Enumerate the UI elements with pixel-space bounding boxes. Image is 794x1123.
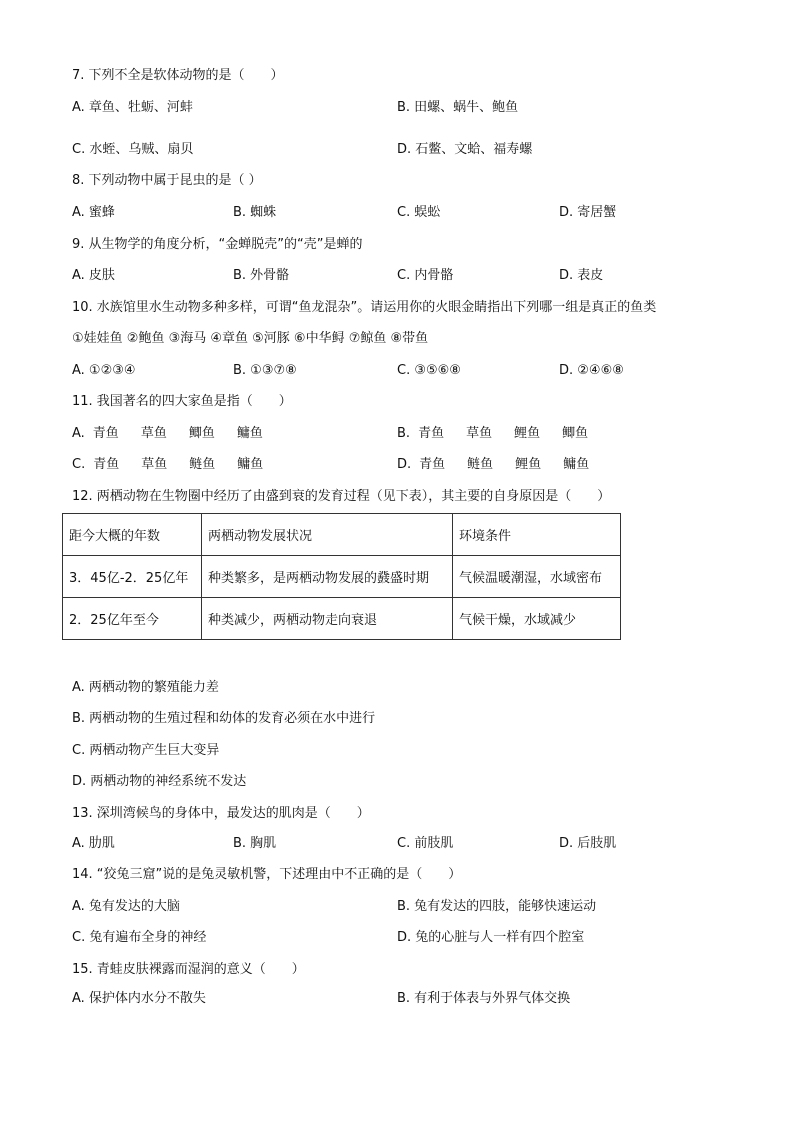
table-row — [63, 556, 621, 598]
q11-option-d-fish-1: 青鱼 — [419, 457, 446, 472]
q8-option-a[interactable]: A. 蜜蜂 — [72, 205, 115, 220]
table-header-cell: 距今大概的年数 — [63, 514, 202, 556]
table-cell: 种类减少，两栖动物走向衰退 — [202, 598, 453, 640]
table-cell: 种类繁多，是两栖动物发展的鼗盛时期 — [202, 556, 453, 598]
q11-option-c-fish-3: 鲢鱼 — [189, 457, 216, 472]
q9-option-a[interactable]: A. 皮肤 — [72, 268, 115, 283]
q13-option-c[interactable]: C. 前肢肌 — [397, 836, 454, 851]
q8-option-d[interactable]: D. 寄居蟹 — [559, 205, 617, 220]
q11-option-c-fish-2: 草鱼 — [141, 457, 168, 472]
q15-option-a[interactable]: A. 保护体内水分不散失 — [72, 991, 206, 1006]
q11-option-a[interactable] — [72, 425, 263, 443]
q13-option-a[interactable]: A. 肋肌 — [72, 836, 115, 851]
question-15-options — [72, 990, 732, 1008]
q15-option-b[interactable]: B. 有利于体表与外界气体交换 — [397, 991, 571, 1006]
question-10-stem: 10. 水族馆里水生动物多种多样，可谓“鱼龙混杂”。请运用你的火眼金睛指出下列哪一组是真正的鱼类 — [72, 300, 657, 315]
q10-option-c[interactable]: C. ③⑤⑥⑧ — [397, 363, 461, 378]
question-7-stem: 7. 下列不全是软体动物的是（ ） — [72, 68, 284, 83]
question-11-stem: 11. 我国著名的四大家鱼是指（ ） — [72, 394, 292, 409]
q11-option-b-fish-2: 草鱼 — [466, 426, 493, 441]
q14-option-d[interactable]: D. 兔的心脏与人一样有四个腔室 — [397, 930, 585, 945]
table-row — [63, 598, 621, 640]
q7-option-a[interactable]: A. 章鱼、牡蛎、河蚌 — [72, 100, 193, 115]
question-9-options — [72, 267, 732, 285]
q8-option-b[interactable]: B. 蜘蛛 — [233, 205, 277, 220]
q7-option-d[interactable]: D. 石鳖、文蛤、福寿螺 — [397, 142, 533, 157]
q11-option-d-fish-4: 鳙鱼 — [563, 457, 590, 472]
q11-option-b-fish-1: 青鱼 — [418, 426, 445, 441]
q11-option-a-fish-3: 鲫鱼 — [188, 426, 215, 441]
q12-option-a[interactable]: A. 两栖动物的繁殖能力差 — [72, 680, 219, 695]
q14-option-c[interactable]: C. 兔有遍布全身的神经 — [72, 930, 207, 945]
q11-option-d[interactable] — [397, 456, 589, 474]
question-14-options-row-1 — [72, 898, 732, 916]
table-cell: 2．25亿年至今 — [63, 598, 202, 640]
q11-option-d-letter: D. — [397, 457, 412, 472]
q8-option-c[interactable]: C. 蜈蚣 — [397, 205, 441, 220]
q12-option-b[interactable]: B. 两栖动物的生殖过程和幼体的发育必须在水中进行 — [72, 711, 376, 726]
q12-option-d[interactable]: D. 两栖动物的神经系统不发达 — [72, 774, 247, 789]
q12-option-c[interactable]: C. 两栖动物产生巨大变异 — [72, 743, 220, 758]
q10-option-d[interactable]: D. ②④⑥⑧ — [559, 363, 624, 378]
q11-option-c-fish-4: 鳙鱼 — [237, 457, 264, 472]
q11-option-c-fish-1: 青鱼 — [93, 457, 120, 472]
q9-option-d[interactable]: D. 表皮 — [559, 268, 604, 283]
question-9-stem: 9. 从生物学的角度分析，“金蝉脱壳”的“壳”是蝉的 — [72, 237, 363, 252]
q11-option-a-fish-1: 青鱼 — [92, 426, 119, 441]
question-13-stem: 13. 深圳湾候鸟的身体中，最发达的肌肉是（ ） — [72, 806, 370, 821]
question-7-options-row-2 — [72, 141, 732, 159]
q11-option-b-fish-4: 鲫鱼 — [562, 426, 589, 441]
table-header-row — [63, 514, 621, 556]
question-14-options-row-2 — [72, 929, 732, 947]
amphibian-history-table — [62, 513, 621, 640]
q11-option-b-fish-3: 鲤鱼 — [514, 426, 541, 441]
q10-option-b[interactable]: B. ①③⑦⑧ — [233, 363, 297, 378]
q14-option-a[interactable]: A. 兔有发达的大脑 — [72, 899, 180, 914]
q11-option-d-fish-3: 鲤鱼 — [515, 457, 542, 472]
q7-option-c[interactable]: C. 水蛭、乌贼、扇贝 — [72, 142, 194, 157]
question-11-options-row-1 — [72, 425, 732, 443]
q11-option-a-fish-4: 鳙鱼 — [236, 426, 263, 441]
q11-option-b-letter: B. — [397, 426, 411, 441]
q9-option-c[interactable]: C. 内骨骼 — [397, 268, 454, 283]
q11-option-c-letter: C. — [72, 457, 86, 472]
q13-option-d[interactable]: D. 后肢肌 — [559, 836, 617, 851]
question-11-options-row-2 — [72, 456, 732, 474]
q10-option-a[interactable]: A. ①②③④ — [72, 363, 136, 378]
question-10-animal-list: ①娃娃鱼 ②鲍鱼 ③海马 ④章鱼 ⑤河豚 ⑥中华鲟 ⑦鲸鱼 ⑧带鱼 — [72, 331, 429, 346]
question-7-options-row-1 — [72, 99, 732, 117]
table-cell: 3．45亿-2．25亿年 — [63, 556, 202, 598]
q11-option-d-fish-2: 鲢鱼 — [467, 457, 494, 472]
question-15-stem: 15. 青蛙皮肤裸露而湿润的意义（ ） — [72, 962, 305, 977]
table-header-cell: 两栖动物发展状况 — [202, 514, 453, 556]
q11-option-a-letter: A. — [72, 426, 85, 441]
q9-option-b[interactable]: B. 外骨骼 — [233, 268, 290, 283]
q14-option-b[interactable]: B. 兔有发达的四肢，能够快速运动 — [397, 899, 597, 914]
question-8-options — [72, 204, 732, 222]
table-cell: 气候干燥，水域减少 — [453, 598, 621, 640]
table-header-cell: 环境条件 — [453, 514, 621, 556]
question-13-options — [72, 835, 732, 853]
question-12-stem: 12. 两栖动物在生物圈中经历了由盛到衰的发育过程（见下表），其主要的自身原因是（ ） — [72, 489, 611, 504]
q11-option-b[interactable] — [397, 425, 588, 443]
table-cell: 气候温暖潮湿，水域密布 — [453, 556, 621, 598]
question-14-stem: 14. “狡兔三窟”说的是兔灵敏机警，下述理由中不正确的是（ ） — [72, 867, 462, 882]
question-8-stem: 8. 下列动物中属于昆虫的是（ ） — [72, 173, 262, 188]
q7-option-b[interactable]: B. 田螺、蜗牛、鲍鱼 — [397, 100, 519, 115]
question-10-options — [72, 362, 732, 380]
q13-option-b[interactable]: B. 胸肌 — [233, 836, 277, 851]
q11-option-a-fish-2: 草鱼 — [140, 426, 167, 441]
q11-option-c[interactable] — [72, 456, 263, 474]
